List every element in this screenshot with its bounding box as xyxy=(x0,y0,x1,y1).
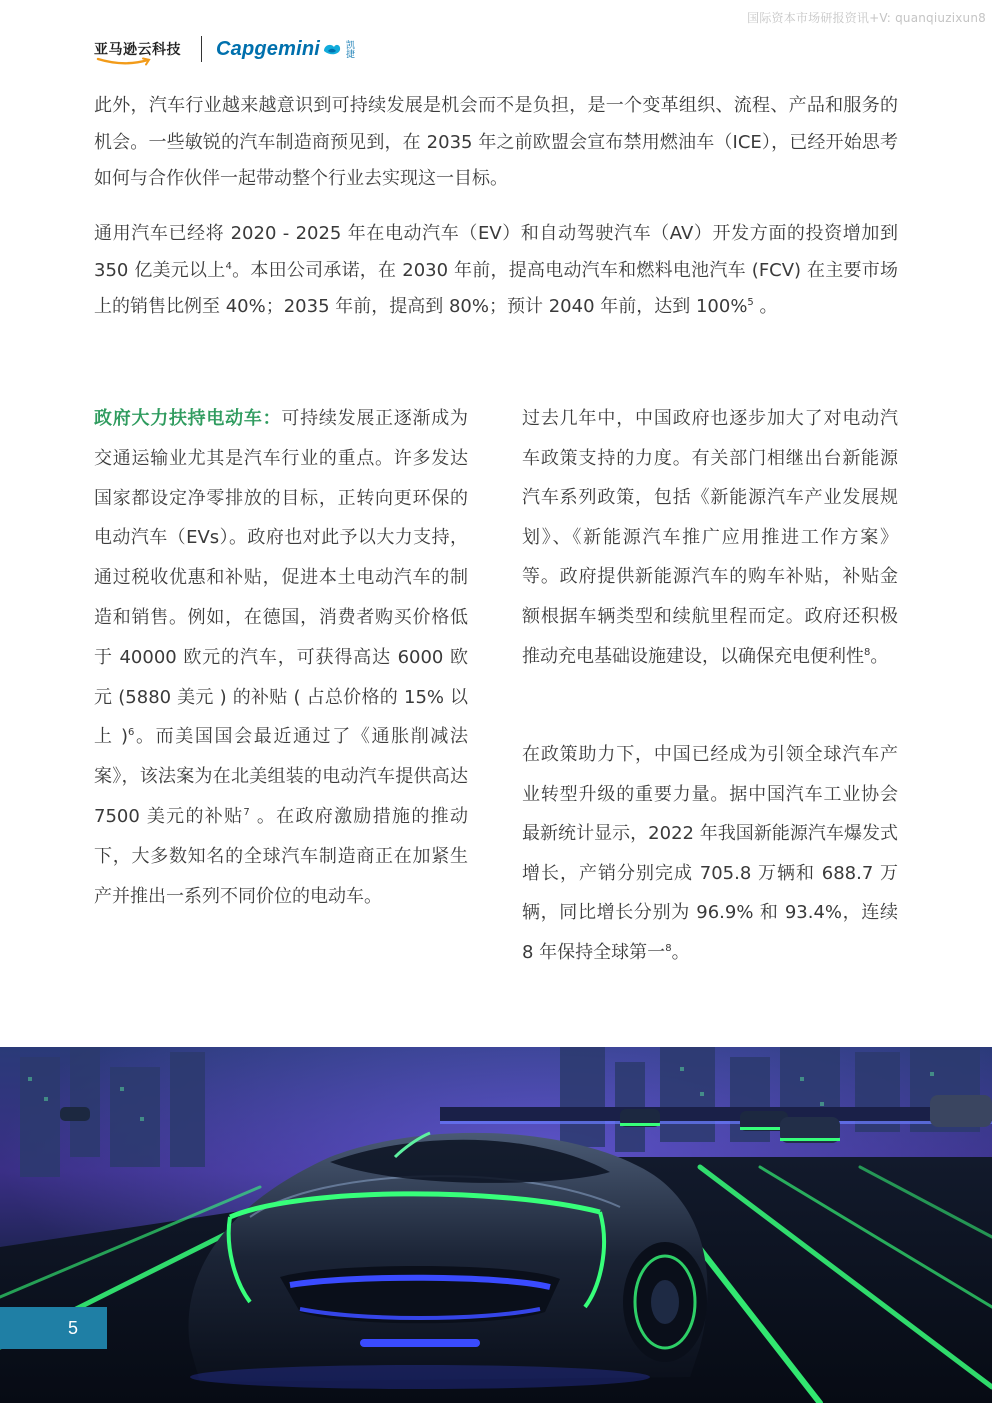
footnote-ref: 8 xyxy=(864,646,871,658)
paragraph-end: 。 xyxy=(870,645,889,667)
china-stats-paragraph xyxy=(522,735,898,973)
page-number-tab xyxy=(0,1307,107,1349)
paragraph-end: 。 xyxy=(671,941,690,963)
china-policy-paragraph xyxy=(522,399,898,676)
hero-ev-car-image xyxy=(0,1047,992,1403)
watermark-text: 国际资本市场研报资讯+V: quanqiuzixun8 xyxy=(747,11,986,25)
government-support-paragraph xyxy=(94,399,468,916)
left-text-a: 可持续发展正逐渐成为交通运输业尤其是汽车行业的重点。许多发达国家都设定净零排放的目标，正转向更环保的电动汽车（EVs）。政府也对此予以大力支持，通过税收优惠和补贴，促进本土电动汽车的制造和销售。例如，在德国，消费者购买价格低于 40000 欧元的汽车，可获得高达 6000 欧元 (5880 美元 ) 的补贴 ( 占总价格的 15% 以上 ) xyxy=(94,408,469,748)
honda-text: 。本田公司承诺，在 2030 年前，提高电动汽车和燃料电池汽车 (FCV) 在主要市场上的销售比例至 40%；2035 年前，提高到 80%；预计 2040 年前，达到 100% xyxy=(94,259,898,317)
amazon-logo xyxy=(94,39,181,59)
left-text-b: 。而美国国会最近通过了《通胀削减法案》，该法案为在北美组装的电动汽车提供高达 7500 美元的补贴 xyxy=(94,726,468,827)
footnote-ref: 6 xyxy=(128,727,135,739)
capgemini-logo-text: Capgemini xyxy=(216,37,321,60)
intro-paragraph: 此外，汽车行业越来越意识到可持续发展是机会而不是负担，是一个变革组织、流程、产品和服务的机会。一些敏锐的汽车制造商预见到，在 2035 年之前欧盟会宣布禁用燃油车（ICE），已经开始思考如何与合作伙伴一起带动整个行业去实现这一目标。 xyxy=(94,95,898,189)
footnote-ref: 8 xyxy=(665,942,672,954)
capgemini-spade-icon xyxy=(322,41,342,57)
footnote-ref: 4 xyxy=(225,260,232,272)
gm-honda-paragraph xyxy=(94,216,898,326)
amazon-smile-icon xyxy=(96,57,156,67)
capgemini-cn-text: 凯捷 xyxy=(344,40,355,58)
footnote-ref: 5 xyxy=(747,297,754,308)
capgemini-logo xyxy=(216,38,354,61)
page-header xyxy=(94,32,354,66)
page-number: 5 xyxy=(68,1317,79,1338)
logo-divider xyxy=(201,36,202,62)
amazon-logo-text: 亚马逊云科技 xyxy=(94,42,181,58)
section-heading: 政府大力扶持电动车： xyxy=(94,408,282,429)
paragraph-end: 。 xyxy=(753,296,778,317)
footnote-ref: 7 xyxy=(243,806,250,818)
left-text-c: 。在政府激励措施的推动下，大多数知名的全球汽车制造商正在加紧生产并推出一系列不同价位的电动车。 xyxy=(94,805,468,907)
gm-text: 通用汽车已经将 2020 - 2025 年在电动汽车（EV）和自动驾驶汽车（AV）开发方面的投资增加到 350 亿美元以上 xyxy=(94,223,898,281)
right-text-2: 在政策助力下，中国已经成为引领全球汽车产业转型升级的重要力量。据中国汽车工业协会最新统计显示，2022 年我国新能源汽车爆发式增长，产销分别完成 705.8 万辆和 688.7 万辆，同比增长分别为 96.9% 和 93.4%，连续 8 年保持全球第一 xyxy=(522,744,898,963)
right-text-1: 过去几年中，中国政府也逐步加大了对电动汽车政策支持的力度。有关部门相继出台新能源汽车系列政策，包括《新能源汽车产业发展规划》、《新能源汽车推广应用推进工作方案》等。政府提供新能源汽车的购车补贴，补贴金额根据车辆类型和续航里程而定。政府还积极推动充电基础设施建设，以确保充电便利性 xyxy=(522,408,898,667)
